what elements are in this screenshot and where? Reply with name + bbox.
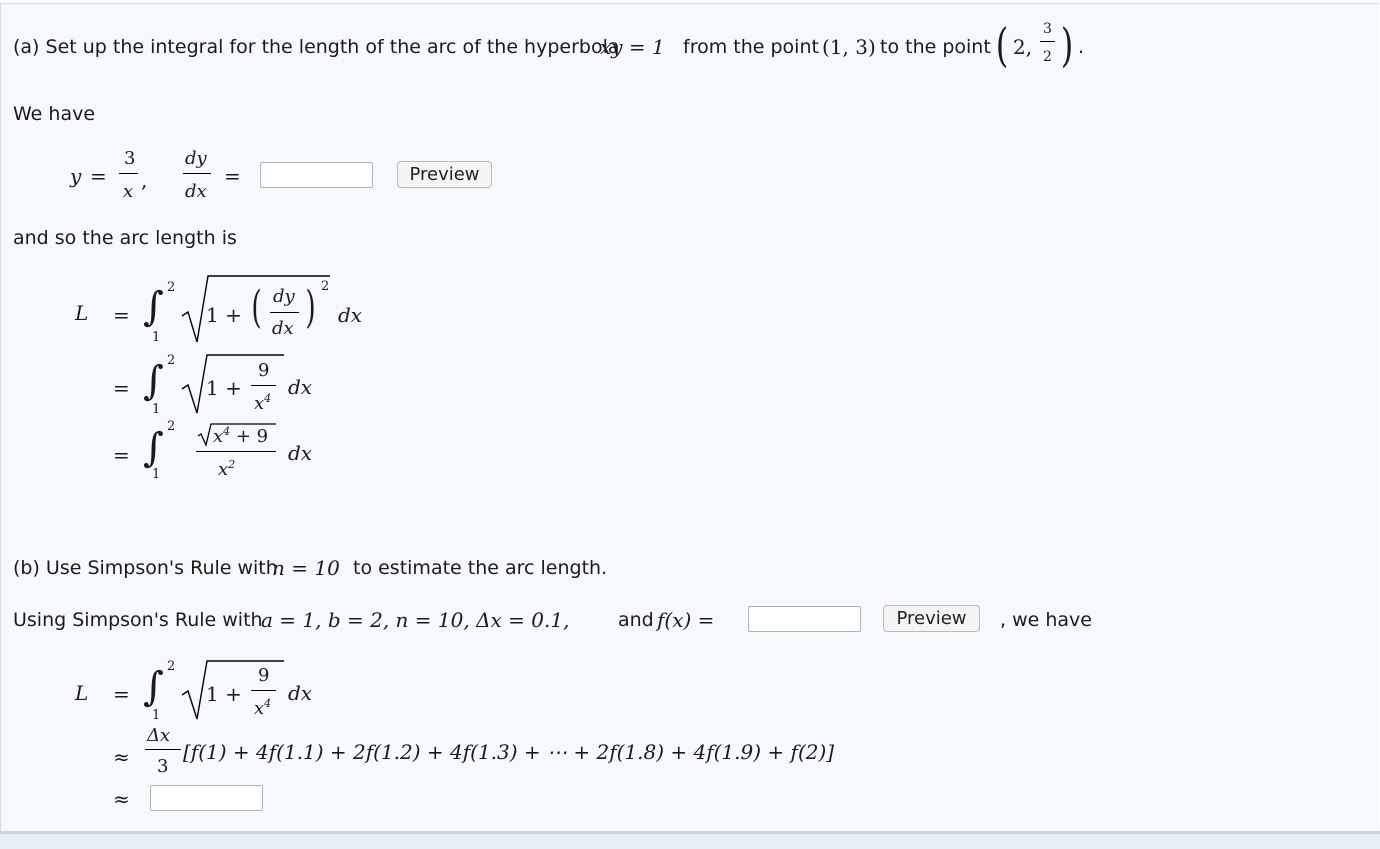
part-b-intro-end: to estimate the arc length. — [353, 557, 608, 579]
x4-plus-9: $x^4 + 9$ — [213, 425, 269, 447]
dx-differential: dx — [288, 441, 313, 465]
using-text: Using Simpson's Rule with — [13, 609, 263, 631]
lower-limit: 1 — [152, 330, 161, 345]
upper-limit: 2 — [167, 353, 176, 368]
integral-sign: ∫ — [143, 664, 164, 710]
equals-sign: = — [224, 164, 241, 188]
equals-sign: = — [90, 164, 107, 188]
integral-sign: ∫ — [143, 358, 164, 404]
three-denominator: 3 — [157, 756, 169, 777]
right-paren: ) — [305, 282, 316, 333]
part-a-intro: (a) Set up the integral for the length of the arc of the hyperbola — [13, 36, 620, 58]
lower-limit: 1 — [152, 402, 161, 417]
f-of-x: f(x) = — [657, 608, 715, 632]
x4-denominator: $x^4$ — [254, 697, 272, 719]
part-b-intro-start: (b) Use Simpson's Rule with — [13, 557, 278, 579]
dx-differential: dx — [338, 303, 363, 327]
left-paren: ( — [995, 18, 1009, 72]
approx-sign: ≈ — [113, 787, 130, 811]
to-text: to the point — [880, 36, 991, 58]
dy-numerator: dy — [273, 286, 295, 307]
period: . — [1078, 36, 1085, 58]
from-text: from the point — [683, 36, 819, 58]
upper-limit: 2 — [167, 280, 176, 295]
we-have-text: We have — [13, 103, 96, 125]
dx-denominator: dx — [272, 318, 294, 339]
final-answer-input[interactable] — [150, 785, 263, 811]
point-1: (1, 3) — [822, 35, 876, 59]
x4-denominator: $x^4$ — [254, 392, 272, 414]
n-equals-10: n = 10 — [272, 556, 340, 580]
integral-sign: ∫ — [143, 425, 164, 471]
right-paren: ) — [1060, 18, 1074, 72]
comma: , — [141, 168, 148, 192]
nine-numerator: 9 — [258, 360, 270, 381]
equals-sign: = — [113, 682, 130, 706]
simpson-sum: [f(1) + 4f(1.1) + 2f(1.2) + 4f(1.3) + ⋯ + 2f(1.8) + 4f(1.9) + f(2)] — [183, 740, 835, 764]
integral-sign: ∫ — [143, 284, 164, 330]
bottom-bar — [0, 831, 1380, 849]
one-plus: 1 + — [206, 303, 242, 327]
upper-limit: 2 — [167, 419, 176, 434]
lower-limit: 1 — [152, 708, 161, 723]
and-so-text: and so the arc length is — [13, 227, 237, 249]
equals-sign: = — [113, 376, 130, 400]
dx-differential: dx — [288, 375, 313, 399]
dydx-input[interactable] — [260, 162, 373, 188]
dx-differential: dx — [288, 681, 313, 705]
one-plus: 1 + — [206, 376, 242, 400]
L-var: L — [75, 681, 89, 705]
exponent-2: 2 — [321, 279, 330, 294]
we-have-text-b: , we have — [1000, 609, 1092, 631]
delta-x-numerator: Δx — [147, 725, 171, 746]
and-text: and — [618, 609, 654, 631]
simpson-parameters: a = 1, b = 2, n = 10, Δx = 0.1, — [261, 608, 570, 632]
x2-denominator: $x^2$ — [218, 458, 236, 480]
three-numerator: 3 — [124, 148, 136, 169]
nine-numerator: 9 — [258, 665, 270, 686]
left-paren: ( — [251, 282, 262, 333]
equals-sign: = — [113, 303, 130, 327]
y-var: y — [70, 164, 82, 188]
dx-denominator: dx — [185, 181, 207, 202]
dy-numerator: dy — [185, 148, 207, 169]
approx-sign: ≈ — [113, 745, 130, 769]
point-2-x: 2, — [1013, 35, 1033, 59]
x-denominator: x — [123, 181, 134, 202]
curve-equation: xy = 1 — [600, 35, 665, 59]
preview-button-fx[interactable]: Preview — [883, 605, 980, 632]
point-2-numerator: 3 — [1043, 21, 1052, 37]
equals-sign: = — [113, 443, 130, 467]
lower-limit: 1 — [152, 467, 161, 482]
point-2-denominator: 2 — [1043, 49, 1052, 65]
preview-button-dydx[interactable]: Preview — [397, 161, 492, 188]
L-var: L — [75, 301, 89, 325]
upper-limit: 2 — [167, 659, 176, 674]
fx-input[interactable] — [748, 606, 861, 632]
one-plus: 1 + — [206, 682, 242, 706]
